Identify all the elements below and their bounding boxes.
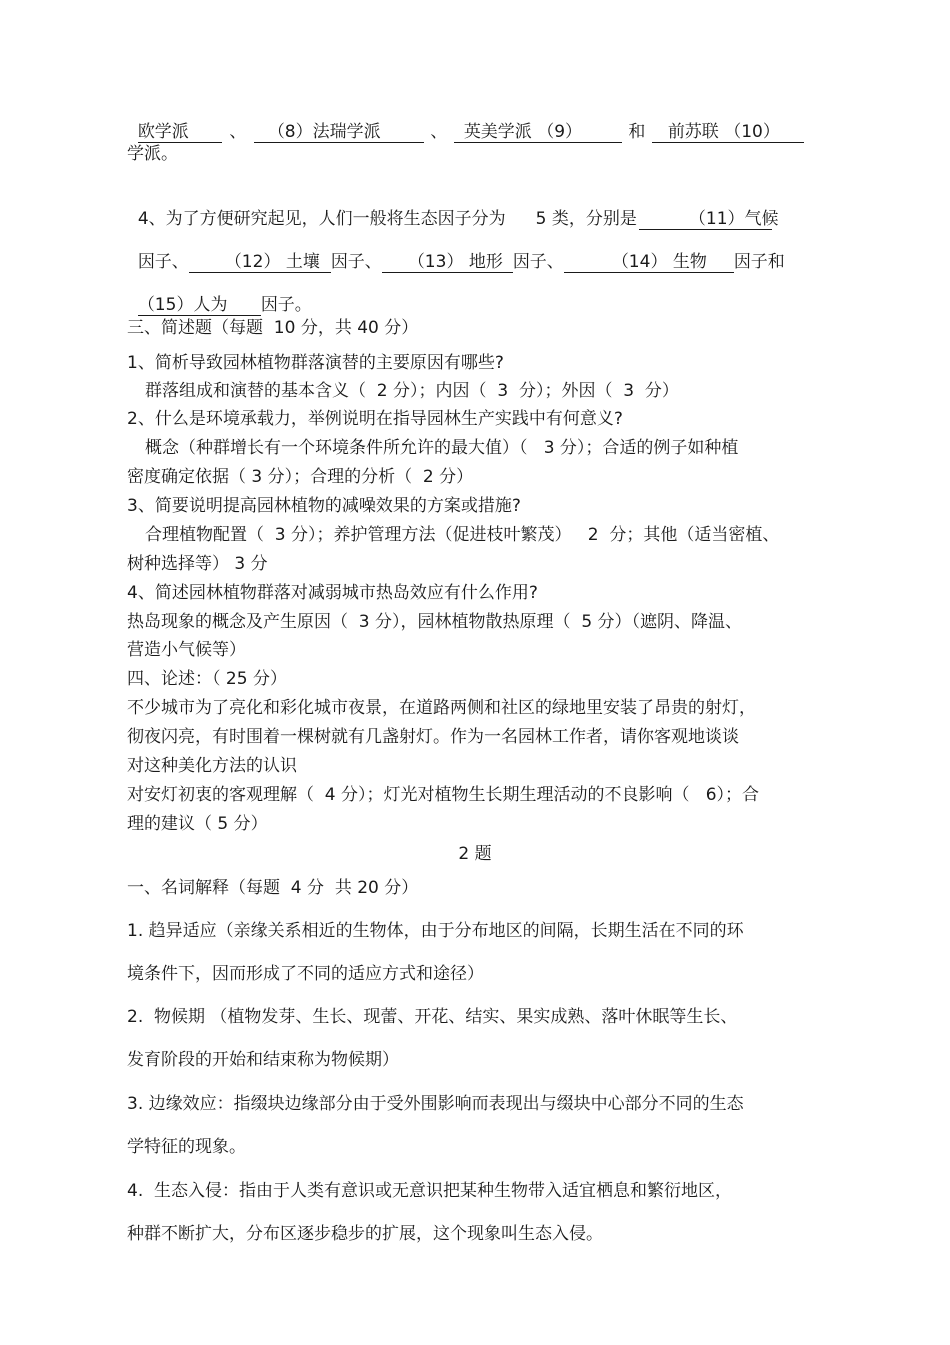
section-heading: 四、论述：（ 25 分） [127, 669, 287, 689]
blank-answer-9: 英美学派 （9） [454, 122, 622, 143]
blank-answer: 欧学派 [138, 122, 222, 143]
question-text: 1、简析导致园林植物群落演替的主要原因有哪些? [127, 353, 504, 373]
body-text: 因子、 [512, 252, 564, 272]
section-heading: 一、名词解释（每题 4 分 共 20 分） [127, 878, 419, 898]
body-text: 因子。 [260, 295, 312, 315]
separator-text: 、 [430, 122, 448, 142]
part-title: 2 题 [458, 844, 492, 864]
question-text: 5 类，分别是 [535, 209, 637, 229]
question-text: 4、简述园林植物群落对减弱城市热岛效应有什么作用? [127, 583, 538, 603]
answer-text: 群落组成和演替的基本含义（ 2 分）；内因（ 3 分）；外因（ 3 分） [145, 381, 679, 401]
blank-answer-10: 前苏联 （10） [652, 122, 804, 143]
definition-text: 发育阶段的开始和结束称为物候期） [127, 1050, 399, 1070]
essay-prompt-text: 对这种美化方法的认识 [127, 756, 297, 776]
body-text: 学派。 [127, 144, 178, 164]
blank-answer-12: （12） 土壤 [189, 252, 331, 273]
blank-answer-13: （13） 地形 [382, 252, 513, 273]
answer-text: 树种选择等） 3 分 [127, 554, 268, 574]
blank-answer-15: （15）人为 [138, 295, 261, 316]
definition-text: 种群不断扩大，分布区逐步稳步的扩展，这个现象叫生态入侵。 [127, 1224, 603, 1244]
answer-text: 理的建议（ 5 分） [127, 814, 268, 834]
section-heading: 三、简述题（每题 10 分，共 40 分） [127, 318, 419, 338]
blank-answer-11: （11）气候 [639, 209, 772, 230]
body-text: 因子和 [733, 252, 785, 272]
answer-text: 密度确定依据（ 3 分）；合理的分析（ 2 分） [127, 467, 474, 487]
answer-text: 营造小气候等） [127, 640, 246, 660]
definition-text: 境条件下，因而形成了不同的适应方式和途径） [127, 964, 484, 984]
blank-answer-8: （8）法瑞学派 [254, 122, 424, 143]
question-4-line [127, 229, 785, 273]
blank-answer-14: （14） 生物 [564, 252, 734, 273]
essay-prompt-text: 不少城市为了亮化和彩化城市夜景，在道路两侧和社区的绿地里安装了昂贵的射灯， [127, 698, 756, 718]
question-text: 4、为了方便研究起见，人们一般将生态因子分为 [137, 209, 506, 229]
question-text: 3、简要说明提高园林植物的减噪效果的方案或措施? [127, 496, 521, 516]
question-4-line [127, 186, 779, 230]
question-text: 2、什么是环境承载力，举例说明在指导园林生产实践中有何意义? [127, 409, 623, 429]
separator-text: 、 [229, 122, 247, 142]
body-text: 因子、 [330, 252, 382, 272]
definition-text: 学特征的现象。 [127, 1137, 246, 1157]
answer-text: 热岛现象的概念及产生原因（ 3 分），园林植物散热原理（ 5 分）（遮阴、降温、 [127, 612, 743, 632]
definition-text: 3. 边缘效应：指缀块边缘部分由于受外围影响而表现出与缀块中心部分不同的生态 [127, 1094, 744, 1114]
definition-text: 2. 物候期 （植物发芽、生长、现蕾、开花、结实、果实成熟、落叶休眠等生长、 [127, 1007, 738, 1027]
definition-text: 4. 生态入侵：指由于人类有意识或无意识把某种生物带入适宜栖息和繁衍地区， [127, 1181, 733, 1201]
answer-text: 合理植物配置（ 3 分）；养护管理方法（促进枝叶繁茂） 2 分；其他（适当密植、 [145, 525, 780, 545]
definition-text: 1. 趋异适应（亲缘关系相近的生物体，由于分布地区的间隔，长期生活在不同的环 [127, 921, 744, 941]
fill-blank-line-schools [127, 99, 804, 143]
answer-text: 概念（种群增长有一个环境条件所允许的最大值）（ 3 分）；合适的例子如种植 [145, 438, 739, 458]
and-text: 和 [628, 122, 646, 142]
answer-text: 对安灯初衷的客观理解（ 4 分）；灯光对植物生长期生理活动的不良影响（ 6）；合 [127, 785, 760, 805]
essay-prompt-text: 彻夜闪亮，有时围着一棵树就有几盏射灯。作为一名园林工作者，请你客观地谈谈 [127, 727, 739, 747]
body-text: 因子、 [137, 252, 189, 272]
question-4-line [127, 272, 312, 316]
